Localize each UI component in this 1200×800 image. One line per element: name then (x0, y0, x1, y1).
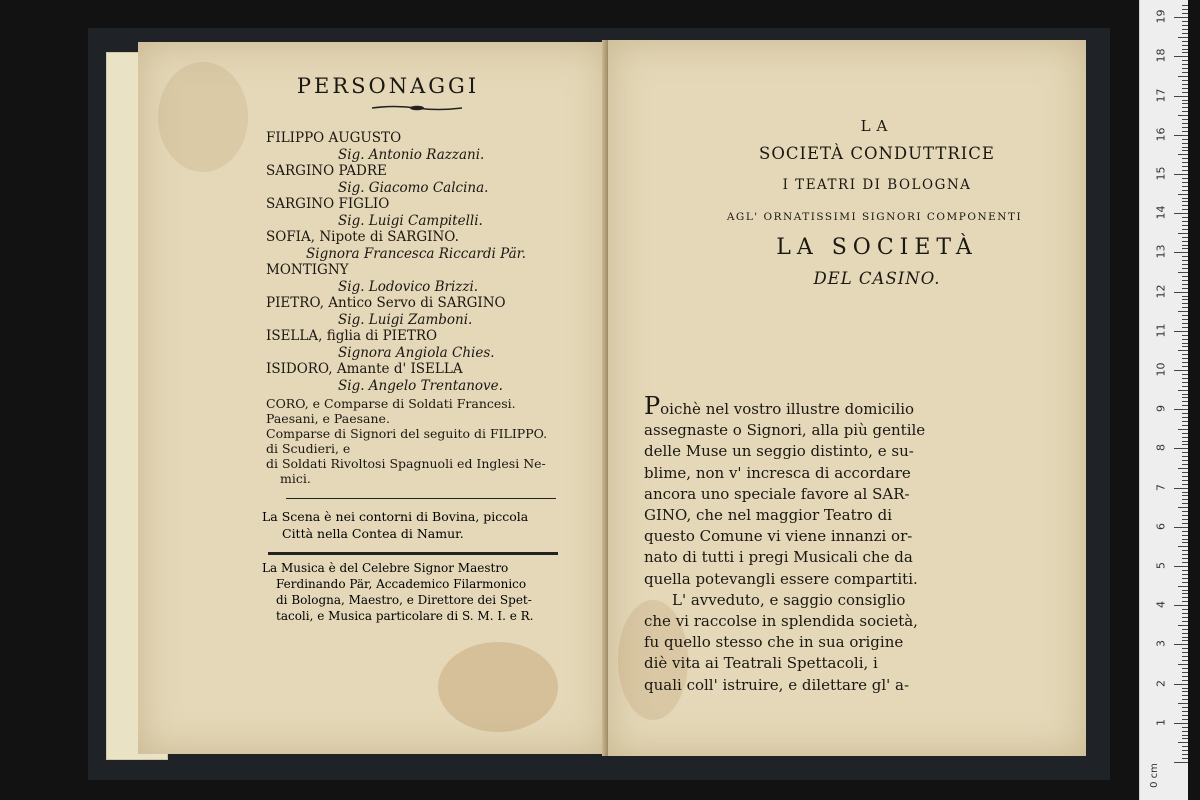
ruler-tick (1182, 711, 1188, 712)
ruler-tick (1182, 162, 1188, 163)
ruler-tick (1182, 5, 1188, 6)
ruler-tick (1178, 742, 1188, 743)
ruler-tick (1182, 562, 1188, 563)
ruler-tick (1182, 731, 1188, 732)
body-line: quella potevangli essere compartiti. (644, 569, 918, 588)
ruler-number: 12 (1154, 284, 1168, 299)
ruler-tick (1182, 100, 1188, 101)
dedication-la-societa: LA SOCIETÀ (776, 235, 978, 260)
ruler-tick (1182, 186, 1188, 187)
ruler-tick (1182, 198, 1188, 199)
ruler-tick (1182, 660, 1188, 661)
cast-entry (266, 361, 566, 394)
ruler-tick (1182, 738, 1188, 739)
ruler-tick (1182, 558, 1188, 559)
ruler-tick (1182, 593, 1188, 594)
dedication-teatri: I TEATRI DI BOLOGNA (782, 177, 972, 193)
ruler-tick (1182, 264, 1188, 265)
ruler-tick (1182, 758, 1188, 759)
ruler-tick (1182, 107, 1188, 108)
ruler-tick (1174, 252, 1188, 253)
ruler-tick (1182, 80, 1188, 81)
singer-name: Sig. Giacomo Calcina. (338, 179, 489, 196)
body-line: questo Comune vi viene innanzi or- (644, 527, 913, 546)
ruler-tick (1182, 640, 1188, 641)
ruler-tick (1178, 703, 1188, 704)
ruler-tick (1174, 135, 1188, 136)
cast-list (266, 130, 566, 486)
ruler-tick (1182, 339, 1188, 340)
cast-entry (266, 163, 566, 196)
ruler-tick (1182, 550, 1188, 551)
ruler-tick (1182, 33, 1188, 34)
extras-line: Paesani, e Paesane. (266, 411, 390, 426)
ornament-flourish (372, 104, 462, 112)
ruler-number: 19 (1154, 9, 1168, 24)
ruler-tick (1182, 13, 1188, 14)
ruler-tick (1182, 315, 1188, 316)
ruler-tick (1182, 60, 1188, 61)
cast-entry (266, 229, 566, 262)
ruler-tick (1182, 288, 1188, 289)
ruler-tick (1182, 119, 1188, 120)
role-name: FILIPPO AUGUSTO (266, 130, 402, 146)
ruler-number: 7 (1154, 483, 1168, 491)
ruler-tick (1182, 378, 1188, 379)
ruler-tick (1182, 495, 1188, 496)
ruler-tick (1182, 637, 1188, 638)
extras-line: Comparse di Signori del seguito di FILIPPO. (266, 426, 548, 441)
right-page (608, 40, 1086, 756)
extras-line: di Scudieri, e (266, 441, 351, 456)
ruler-tick (1174, 174, 1188, 175)
role-name: MONTIGNY (266, 262, 349, 278)
body-line: assegnaste o Signori, alla più gentile (644, 421, 926, 440)
ruler-tick (1182, 354, 1188, 355)
ruler-tick (1182, 111, 1188, 112)
ruler-tick (1182, 248, 1188, 249)
cast-entry (266, 262, 566, 295)
ruler-tick (1182, 617, 1188, 618)
ruler-tick (1182, 280, 1188, 281)
singer-name: Sig. Angelo Trentanove. (338, 377, 503, 394)
body-line: blime, non v' incresca di accordare (644, 463, 911, 482)
body-line: nato di tutti i pregi Musicali che da (644, 548, 913, 567)
body-line: che vi raccolse in splendida società, (644, 612, 918, 631)
dedication-la: LA (860, 117, 894, 135)
ruler-tick (1182, 323, 1188, 324)
ruler-tick (1182, 131, 1188, 132)
ruler-tick (1182, 245, 1188, 246)
ruler-tick (1182, 123, 1188, 124)
singer-name: Sig. Luigi Zamboni. (338, 311, 473, 328)
ruler-tick (1182, 578, 1188, 579)
scene-note (262, 508, 558, 542)
ruler-tick (1182, 621, 1188, 622)
ruler-tick (1182, 688, 1188, 689)
ruler-tick (1182, 268, 1188, 269)
ruler-tick (1182, 276, 1188, 277)
ruler-tick (1178, 468, 1188, 469)
ruler-tick (1174, 684, 1188, 685)
ruler-tick (1182, 88, 1188, 89)
ruler-tick (1182, 25, 1188, 26)
ruler-tick (1182, 601, 1188, 602)
role-name: ISELLA, figlia di PIETRO (266, 328, 438, 344)
ruler-tick (1174, 56, 1188, 57)
ruler-tick (1182, 460, 1188, 461)
ruler-tick (1182, 656, 1188, 657)
ruler-tick (1178, 664, 1188, 665)
ruler-number: 1 (1154, 718, 1168, 726)
water-stain (438, 642, 558, 732)
ruler-tick (1174, 17, 1188, 18)
ruler-tick (1182, 515, 1188, 516)
ruler-tick (1182, 256, 1188, 257)
ruler-tick (1182, 45, 1188, 46)
ruler-tick (1182, 319, 1188, 320)
body-line: GINO, che nel maggior Teatro di (644, 506, 892, 525)
ruler-tick (1178, 272, 1188, 273)
ruler-tick (1182, 652, 1188, 653)
role-name: SOFIA, Nipote di SARGINO. (266, 229, 459, 245)
ruler-tick (1174, 448, 1188, 449)
ruler-tick (1174, 488, 1188, 489)
cast-entry (266, 295, 566, 328)
ruler-tick (1182, 437, 1188, 438)
ruler-tick (1182, 182, 1188, 183)
ruler-tick (1182, 574, 1188, 575)
ruler-tick (1182, 699, 1188, 700)
ruler-tick (1182, 84, 1188, 85)
ruler-number: 4 (1154, 601, 1168, 609)
role-name: SARGINO PADRE (266, 163, 387, 179)
ruler-tick (1178, 507, 1188, 508)
personaggi-title: PERSONAGGI (296, 74, 480, 98)
ruler-tick (1178, 350, 1188, 351)
ruler-tick (1174, 566, 1188, 567)
music-line: Ferdinando Pär, Accademico Filarmonico (276, 577, 527, 591)
ruler-tick (1182, 92, 1188, 93)
singer-name: Sig. Antonio Razzani. (338, 146, 485, 163)
dedication-ornatissimi: AGL' ORNATISSIMI SIGNORI COMPONENTI (726, 211, 1023, 223)
ruler-tick (1182, 511, 1188, 512)
ruler-tick (1182, 597, 1188, 598)
ruler-tick (1182, 542, 1188, 543)
ruler-tick (1182, 413, 1188, 414)
ruler-tick (1182, 260, 1188, 261)
ruler-tick (1182, 150, 1188, 151)
ruler-number: 8 (1154, 444, 1168, 452)
ruler-tick (1182, 158, 1188, 159)
ruler-tick (1182, 21, 1188, 22)
ruler-tick (1182, 64, 1188, 65)
role-name: PIETRO, Antico Servo di SARGINO (266, 295, 506, 311)
ruler-tick (1182, 284, 1188, 285)
ruler-tick (1182, 217, 1188, 218)
ruler-tick (1182, 609, 1188, 610)
ruler-tick (1182, 374, 1188, 375)
ruler-tick (1182, 296, 1188, 297)
ruler-tick (1182, 241, 1188, 242)
ruler-tick (1182, 52, 1188, 53)
ruler-tick (1182, 417, 1188, 418)
ruler-tick (1182, 707, 1188, 708)
cast-entry (266, 130, 566, 163)
ruler-tick (1182, 672, 1188, 673)
ruler-tick (1182, 147, 1188, 148)
ruler-tick (1182, 303, 1188, 304)
ruler-tick (1182, 727, 1188, 728)
music-credit (262, 560, 562, 624)
ruler-tick (1182, 476, 1188, 477)
ruler-tick (1182, 225, 1188, 226)
music-line: tacoli, e Musica particolare di S. M. I. e R. (276, 609, 534, 623)
ruler-tick (1182, 523, 1188, 524)
ruler-tick (1182, 127, 1188, 128)
ruler-number: 13 (1154, 244, 1168, 259)
ruler-tick (1182, 750, 1188, 751)
singer-name: Sig. Luigi Campitelli. (338, 212, 483, 229)
ruler-tick (1182, 237, 1188, 238)
ruler-tick (1182, 484, 1188, 485)
ruler-number: 15 (1154, 166, 1168, 181)
scene-line: La Scena è nei contorni di Bovina, piccola (262, 509, 529, 524)
ruler-tick (1182, 539, 1188, 540)
ruler-tick (1182, 570, 1188, 571)
ruler-tick (1178, 233, 1188, 234)
ruler-tick (1182, 676, 1188, 677)
ruler-tick (1182, 178, 1188, 179)
ruler-tick (1174, 370, 1188, 371)
extras-line: mici. (280, 471, 311, 486)
ruler-number: 6 (1154, 522, 1168, 530)
ruler-tick (1182, 405, 1188, 406)
ruler-tick (1182, 633, 1188, 634)
body-line: quali coll' istruire, e dilettare gl' a- (644, 675, 910, 694)
ruler-number: 3 (1154, 640, 1168, 648)
drop-cap: P (644, 392, 661, 420)
ruler-tick (1178, 115, 1188, 116)
ruler-tick (1182, 554, 1188, 555)
role-name: ISIDORO, Amante d' ISELLA (266, 361, 463, 377)
ruler-tick (1182, 366, 1188, 367)
ruler-tick (1182, 49, 1188, 50)
ruler-tick (1174, 292, 1188, 293)
ruler-tick (1174, 527, 1188, 528)
ruler-tick (1182, 72, 1188, 73)
ruler-tick (1182, 229, 1188, 230)
ruler-tick (1182, 190, 1188, 191)
ruler-tick (1182, 433, 1188, 434)
ruler-tick (1182, 421, 1188, 422)
ruler-tick (1182, 143, 1188, 144)
ruler-tick (1178, 194, 1188, 195)
ruler-tick (1182, 480, 1188, 481)
ruler-tick (1182, 170, 1188, 171)
ruler-tick (1182, 695, 1188, 696)
ruler-tick (1182, 29, 1188, 30)
ruler-tick (1182, 386, 1188, 387)
ruler-tick (1178, 586, 1188, 587)
ruler-tick (1182, 472, 1188, 473)
ruler-number: 2 (1154, 679, 1168, 687)
ruler-tick (1182, 464, 1188, 465)
cast-entry (266, 196, 566, 229)
ruler-tick (1182, 519, 1188, 520)
cast-entry (266, 328, 566, 361)
ruler-tick (1182, 307, 1188, 308)
ruler-tick (1182, 221, 1188, 222)
ruler-tick (1178, 625, 1188, 626)
ruler-tick (1182, 68, 1188, 69)
ruler-tick (1178, 429, 1188, 430)
ruler-tick (1182, 746, 1188, 747)
body-line: delle Muse un seggio distinto, e su- (644, 442, 914, 461)
ruler-tick (1182, 201, 1188, 202)
ruler-tick (1182, 492, 1188, 493)
ruler-tick (1182, 425, 1188, 426)
ruler-tick (1182, 166, 1188, 167)
ruler-tick (1174, 213, 1188, 214)
ruler-tick (1182, 715, 1188, 716)
ruler-tick (1178, 311, 1188, 312)
ruler-tick (1182, 648, 1188, 649)
ruler-tick (1182, 444, 1188, 445)
ruler-tick (1182, 590, 1188, 591)
body-line (644, 392, 956, 420)
ruler-number: 10 (1154, 362, 1168, 377)
scene-line: Città nella Contea di Namur. (282, 526, 464, 541)
ruler-tick (1174, 409, 1188, 410)
ruler-tick (1182, 503, 1188, 504)
dedication-societa-conduttrice: SOCIETÀ CONDUTTRICE (759, 144, 995, 163)
ruler-number: 16 (1154, 127, 1168, 142)
ruler-tick (1174, 96, 1188, 97)
ruler-tick (1182, 103, 1188, 104)
ruler-tick (1182, 299, 1188, 300)
body-line: diè vita ai Teatrali Spettacoli, i (644, 654, 878, 673)
ruler-tick (1182, 531, 1188, 532)
ruler-tick (1174, 762, 1188, 763)
ruler-tick (1178, 37, 1188, 38)
ruler-tick (1182, 346, 1188, 347)
ruler-tick (1182, 335, 1188, 336)
body-line-text: oichè nel vostro illustre domicilio (660, 400, 915, 418)
ruler-number: 14 (1154, 205, 1168, 220)
ruler-tick (1182, 629, 1188, 630)
singer-name: Signora Francesca Riccardi Pär. (306, 245, 526, 262)
ruler-tick (1182, 209, 1188, 210)
ruler-tick (1178, 76, 1188, 77)
ruler-tick (1182, 535, 1188, 536)
music-line: di Bologna, Maestro, e Direttore dei Spet- (276, 593, 532, 607)
ruler-tick (1182, 382, 1188, 383)
ruler-tick (1174, 331, 1188, 332)
ruler-number: 11 (1154, 323, 1168, 338)
divider-rule (286, 498, 556, 499)
ruler-tick (1182, 441, 1188, 442)
divider-rule-thick (268, 552, 558, 555)
ruler-tick (1182, 327, 1188, 328)
extras-line: di Soldati Rivoltosi Spagnuoli ed Inglesi Ne- (266, 456, 546, 471)
ruler-tick (1178, 546, 1188, 547)
ruler-tick (1182, 343, 1188, 344)
ruler-tick (1178, 154, 1188, 155)
ruler-tick (1182, 205, 1188, 206)
body-line: fu quello stesso che in sua origine (644, 633, 904, 652)
ruler-tick (1178, 390, 1188, 391)
dedication-body (644, 392, 956, 696)
singer-name: Sig. Lodovico Brizzi. (338, 278, 479, 295)
music-line: La Musica è del Celebre Signor Maestro (262, 561, 509, 575)
ruler-tick (1174, 723, 1188, 724)
ruler-tick (1182, 397, 1188, 398)
ruler-tick (1182, 362, 1188, 363)
ruler-tick (1182, 613, 1188, 614)
ruler-tick (1182, 401, 1188, 402)
ruler-tick (1182, 582, 1188, 583)
ruler-tick (1174, 605, 1188, 606)
ruler-number: 17 (1154, 88, 1168, 103)
ruler-tick (1182, 456, 1188, 457)
ruler-tick (1182, 719, 1188, 720)
ruler-tick (1182, 754, 1188, 755)
ruler-tick (1182, 691, 1188, 692)
body-line: ancora uno speciale favore al SAR- (644, 484, 910, 503)
ruler-tick (1182, 735, 1188, 736)
ruler-tick (1182, 452, 1188, 453)
ruler-tick (1182, 499, 1188, 500)
ruler-unit-label: 0 cm (1148, 763, 1160, 788)
ruler-tick (1182, 139, 1188, 140)
ruler-tick (1182, 358, 1188, 359)
ruler-tick (1182, 41, 1188, 42)
ruler-number: 18 (1154, 48, 1168, 63)
ruler-tick (1174, 644, 1188, 645)
ruler-tick (1182, 668, 1188, 669)
ruler-tick (1182, 680, 1188, 681)
role-name: SARGINO FIGLIO (266, 196, 390, 212)
dedication-del-casino: DEL CASINO. (813, 269, 941, 288)
ruler-tick (1182, 9, 1188, 10)
extras-list (266, 396, 566, 486)
extras-line: CORO, e Comparse di Soldati Francesi. (266, 396, 516, 411)
ruler-number: 5 (1154, 562, 1168, 569)
singer-name: Signora Angiola Chies. (338, 344, 495, 361)
body-line: L' avveduto, e saggio consiglio (672, 590, 906, 609)
measurement-ruler (1139, 0, 1188, 800)
ruler-tick (1182, 394, 1188, 395)
ruler-number: 9 (1154, 405, 1168, 413)
